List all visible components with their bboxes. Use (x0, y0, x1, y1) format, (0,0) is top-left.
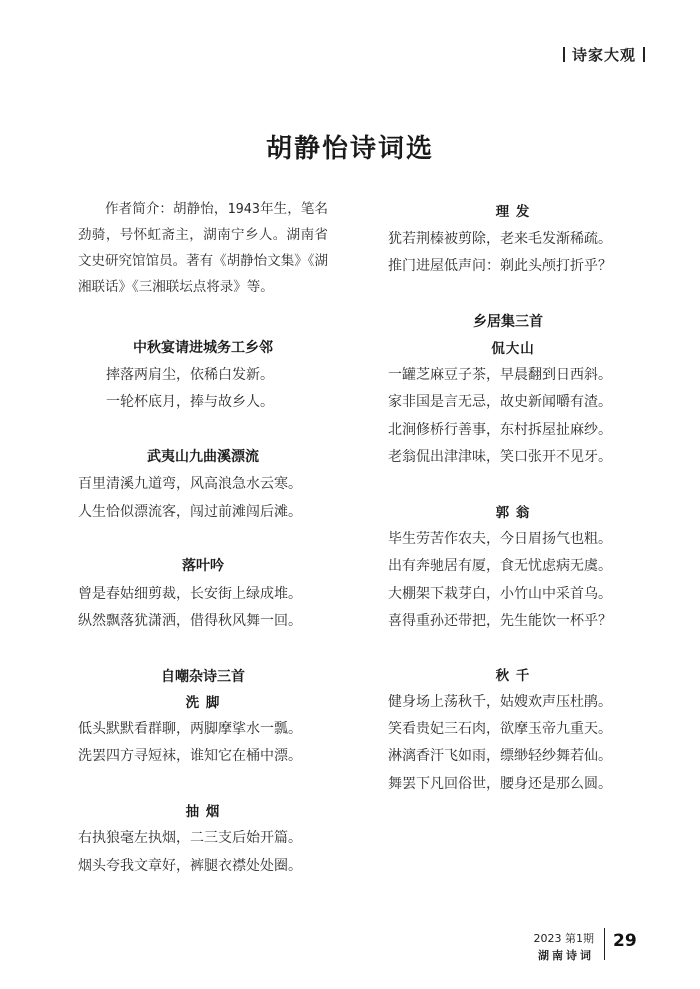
poem-line: 北涧修桥行善事，东村拆屋扯麻纱。 (388, 422, 612, 438)
page-number: 29 (613, 931, 637, 951)
poem-line: 出有奔驰居有厦，食无忧虑病无虞。 (388, 558, 612, 574)
poem-line: 舞罢下凡回俗世，腰身还是那么圆。 (388, 776, 612, 792)
poem-title-rural-life: 乡居集三首 (473, 314, 543, 330)
poem-title-self-mockery: 自嘲杂诗三首 (161, 669, 245, 685)
poem-line: 低头默默看群聊，两脚摩挲水一瓢。 (78, 721, 302, 737)
poem-line: 曾是春姑细剪裁，长安街上绿成堆。 (78, 586, 302, 602)
poem-line: 人生恰似漂流客，闯过前滩闯后滩。 (78, 504, 302, 520)
footer-info (500, 930, 594, 963)
poem-line: 洗罢四方寻短袜，谁知它在桶中漂。 (78, 748, 302, 764)
poem-line: 老翁侃出津津味，笑口张开不见牙。 (388, 449, 612, 465)
section-tag-label: 诗家大观 (571, 46, 636, 64)
poem-line: 推门进屋低声问：剃此头颅打折乎？ (388, 258, 612, 274)
footer-divider (604, 928, 605, 960)
poem-line: 淋漓香汗飞如雨，缥缈轻纱舞若仙。 (388, 748, 612, 764)
poem-subtitle-swing: 秋 千 (495, 668, 531, 684)
issue-label: 2023 第1期 (533, 932, 594, 945)
poem-line: 大棚架下栽芽白，小竹山中采首乌。 (388, 586, 612, 602)
poem-subtitle-chatting: 侃大山 (491, 341, 535, 357)
section-tag-right-bar (643, 47, 645, 62)
section-tag-left-bar (563, 47, 565, 62)
author-bio (78, 196, 328, 300)
poem-title-mid-autumn: 中秋宴请进城务工乡邻 (133, 340, 273, 356)
poem-title-falling-leaves: 落叶吟 (182, 558, 224, 574)
poem-line: 一轮杯底月，捧与故乡人。 (106, 394, 274, 410)
section-tag (556, 44, 652, 65)
author-bio-text: 作者简介：胡静怡，1943年生，笔名劲骑，号怀虹斋主，湖南宁乡人。湖南省文史研究馆馆员。著有《胡静怡文集》《湖湘联话》《三湘联坛点将录》等。 (78, 201, 328, 295)
poem-subtitle-wash-feet: 洗 脚 (185, 695, 221, 711)
poem-line: 喜得重孙还带把，先生能饮一杯乎？ (388, 613, 612, 629)
magazine-name: 湖南诗词 (538, 949, 594, 962)
poem-title-wuyi: 武夷山九曲溪漂流 (147, 449, 259, 465)
poem-line: 烟头夸我文章好，裤腿衣襟处处圈。 (78, 858, 302, 874)
poem-subtitle-old-guo: 郭 翁 (495, 505, 531, 521)
poem-subtitle-smoking: 抽 烟 (185, 804, 221, 820)
poem-line: 右执狼毫左执烟，二三支后始开篇。 (78, 830, 302, 846)
poem-line: 百里清溪九道弯，风高浪急水云寒。 (78, 476, 302, 492)
poem-line: 毕生劳苦作农夫，今日眉扬气也粗。 (388, 531, 612, 547)
poem-line: 犹若荆榛被剪除，老来毛发渐稀疏。 (388, 231, 612, 247)
poem-line: 摔落两肩尘，依稀白发新。 (106, 367, 274, 383)
poem-line: 一罐芝麻豆子茶，早晨翻到日西斜。 (388, 367, 612, 383)
poem-line: 笑看贵妃三石肉，欲摩玉帝九重天。 (388, 721, 612, 737)
poem-line: 家非国是言无忌，故史新闻嚼有渣。 (388, 394, 612, 410)
poem-title-haircut: 理 发 (495, 204, 531, 220)
poem-line: 健身场上荡秋千，姑嫂欢声压杜鹃。 (388, 694, 612, 710)
page-title: 胡静怡诗词选 (265, 134, 434, 164)
poem-line: 纵然飘落犹潇洒，借得秋风舞一回。 (78, 613, 302, 629)
